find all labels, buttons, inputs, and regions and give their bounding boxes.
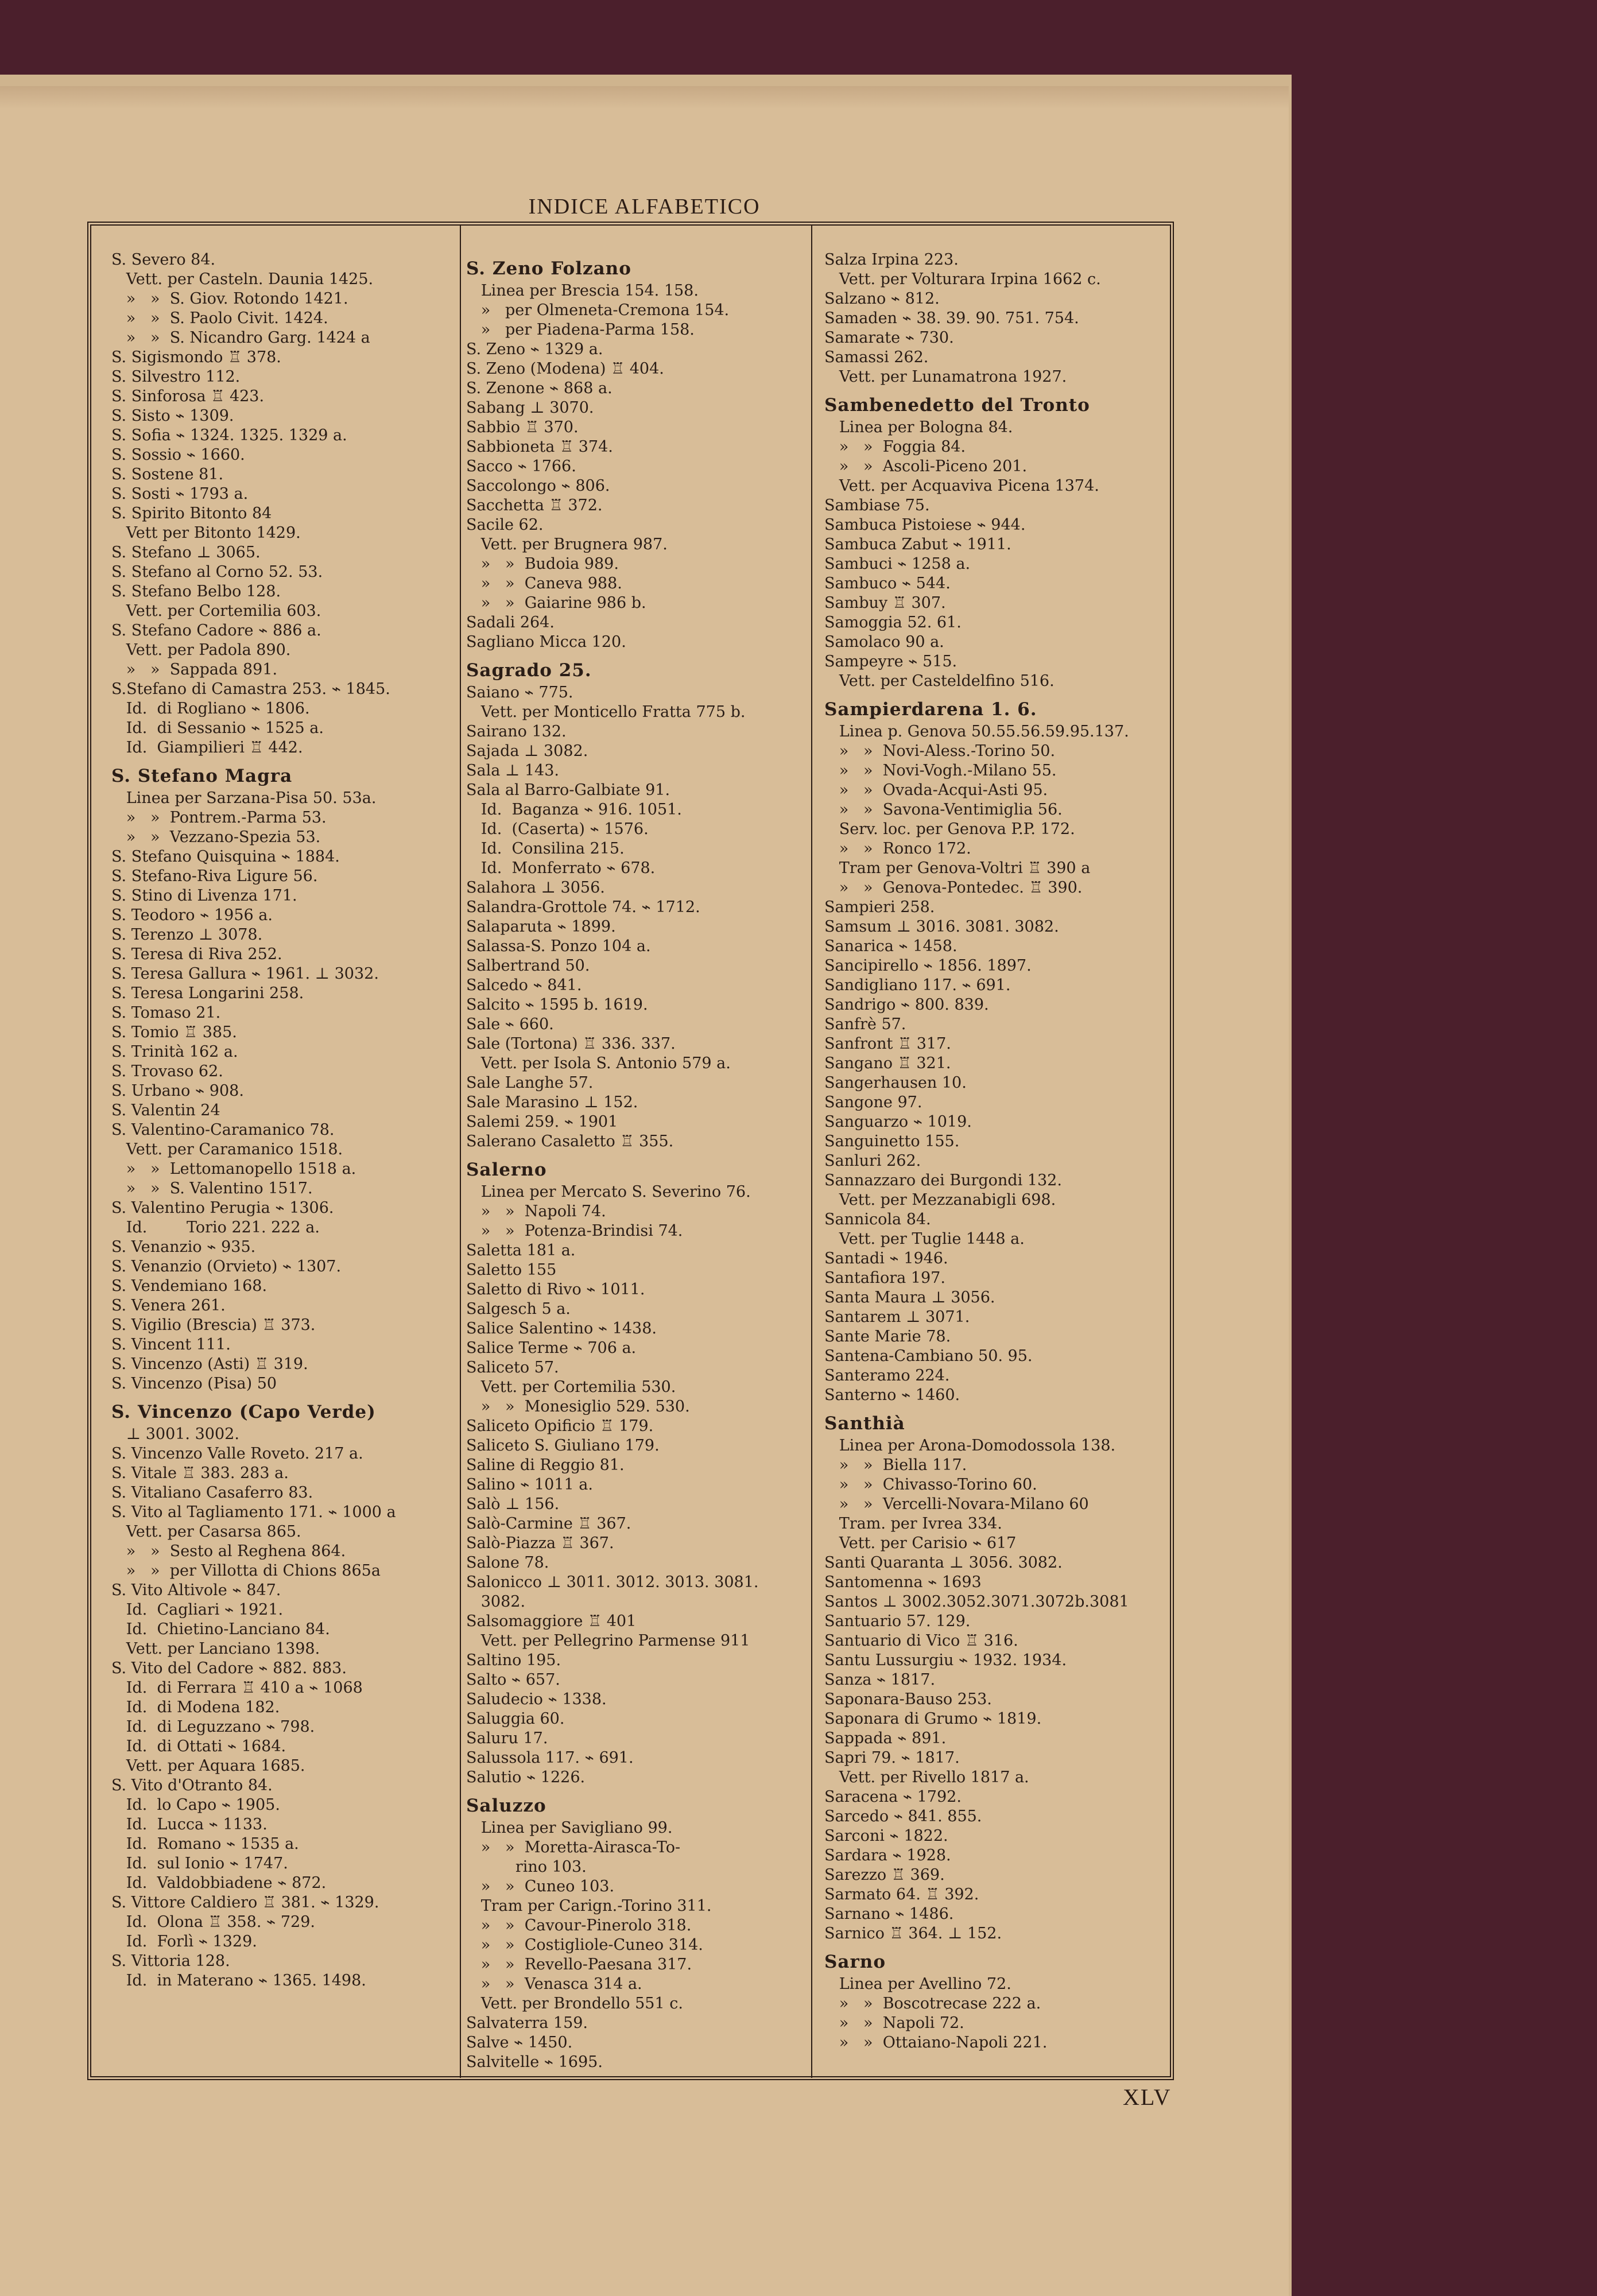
index-entry: Id. sul Ionio ⌁ 1747. [111, 1855, 288, 1872]
index-entry: Salerano Casaletto ♖ 355. [466, 1133, 674, 1150]
index-entry: » » Caneva 988. [466, 575, 622, 592]
index-entry: » » Venasca 314 a. [466, 1975, 642, 1993]
index-entry: Samaden ⌁ 38. 39. 90. 751. 754. [824, 309, 1079, 327]
index-entry: Sanza ⌁ 1817. [824, 1671, 936, 1689]
page-edge [0, 86, 1289, 109]
index-entry: » » Napoli 74. [466, 1203, 606, 1220]
index-entry: » » Savona-Ventimiglia 56. [824, 801, 1063, 819]
index-entry: S. Trovaso 62. [111, 1062, 223, 1080]
index-entry: » » Potenza-Brindisi 74. [466, 1222, 683, 1240]
index-entry: S. Vigilio (Brescia) ♖ 373. [111, 1316, 316, 1334]
index-entry: Id. (Caserta) ⌁ 1576. [466, 820, 649, 838]
index-entry: S. Severo 84. [111, 251, 216, 269]
index-entry: Vett per Bitonto 1429. [111, 524, 301, 542]
index-entry: Vett. per Monticello Fratta 775 b. [466, 703, 746, 721]
index-entry: S. Silvestro 112. [111, 368, 241, 386]
index-entry: Saline di Reggio 81. [466, 1456, 625, 1474]
index-entry: Saliceto Opificio ♖ 179. [466, 1417, 654, 1435]
index-entry: Samarate ⌁ 730. [824, 329, 954, 347]
index-entry: » per Piadena-Parma 158. [466, 321, 695, 339]
index-entry: Vett. per Cortemilia 530. [466, 1378, 676, 1396]
index-entry: » » Foggia 84. [824, 438, 966, 456]
index-entry: S. Stefano Cadore ⌁ 886 a. [111, 622, 321, 639]
index-entry: Sala ⊥ 143. [466, 762, 559, 779]
index-entry: Sangerhausen 10. [824, 1074, 967, 1092]
index-entry: Sajada ⊥ 3082. [466, 742, 588, 760]
index-entry: Sale (Tortona) ♖ 336. 337. [466, 1035, 676, 1053]
index-entry: » » Novi-Vogh.-Milano 55. [824, 762, 1057, 779]
index-entry: S. Valentino-Caramanico 78. [111, 1121, 335, 1139]
index-entry: rino 103. [466, 1858, 587, 1876]
index-entry: S. Teodoro ⌁ 1956 a. [111, 906, 273, 924]
index-entry: Salcedo ⌁ 841. [466, 976, 582, 994]
index-entry: Vett. per Tuglie 1448 a. [824, 1230, 1025, 1248]
index-entry: S. Vincenzo Valle Roveto. 217 a. [111, 1445, 363, 1463]
index-heading: S. Stefano Magra [111, 766, 293, 786]
index-entry: Santuario di Vico ♖ 316. [824, 1632, 1018, 1650]
index-entry: Sambuca Pistoiese ⌁ 944. [824, 516, 1026, 534]
index-heading: S. Zeno Folzano [466, 258, 631, 279]
index-entry: Samoggia 52. 61. [824, 614, 962, 631]
index-entry: S. Sosti ⌁ 1793 a. [111, 485, 249, 503]
index-entry: Santena-Cambiano 50. 95. [824, 1347, 1033, 1365]
index-entry: Salandra-Grottole 74. ⌁ 1712. [466, 898, 700, 916]
index-entry: S. Sofia ⌁ 1324. 1325. 1329 a. [111, 426, 347, 444]
index-entry: S. Zenone ⌁ 868 a. [466, 379, 613, 397]
index-entry: Salbertrand 50. [466, 957, 590, 975]
index-entry: Santadi ⌁ 1946. [824, 1250, 948, 1267]
index-entry: Sadali 264. [466, 614, 555, 631]
index-entry: Saliceto 57. [466, 1359, 559, 1376]
index-heading: Saluzzo [466, 1795, 546, 1816]
index-entry: S. Vito del Cadore ⌁ 882. 883. [111, 1659, 347, 1677]
index-entry: » » Novi-Aless.-Torino 50. [824, 742, 1056, 760]
index-entry: Id. di Rogliano ⌁ 1806. [111, 700, 310, 718]
index-entry: Id. Chietino-Lanciano 84. [111, 1620, 330, 1638]
index-entry: Vett. per Casteln. Daunia 1425. [111, 270, 374, 288]
index-entry: » » Chivasso-Torino 60. [824, 1476, 1037, 1494]
index-entry: S. Vitaliano Casaferro 83. [111, 1484, 313, 1502]
index-entry: Saponara-Bauso 253. [824, 1690, 992, 1708]
index-entry: Sale ⌁ 660. [466, 1015, 554, 1033]
index-entry: Sarcedo ⌁ 841. 855. [824, 1808, 982, 1825]
index-entry: » » S. Paolo Civit. 1424. [111, 309, 328, 327]
index-entry: S. Vito Altivole ⌁ 847. [111, 1581, 281, 1599]
index-entry: Vett. per Rivello 1817 a. [824, 1768, 1029, 1786]
index-entry: Id. in Materano ⌁ 1365. 1498. [111, 1972, 366, 1989]
index-entry: S. Vincenzo (Pisa) 50 [111, 1375, 277, 1393]
index-entry: Sanarica ⌁ 1458. [824, 937, 958, 955]
index-entry: S. Sisto ⌁ 1309. [111, 407, 234, 425]
index-entry: S. Sinforosa ♖ 423. [111, 387, 265, 405]
index-entry: Sampeyre ⌁ 515. [824, 653, 958, 670]
index-entry: Sambuca Zabut ⌁ 1911. [824, 536, 1011, 553]
index-entry: Salaparuta ⌁ 1899. [466, 918, 616, 936]
index-entry: S. Stefano al Corno 52. 53. [111, 563, 323, 581]
index-entry: Vett. per Casarsa 865. [111, 1523, 301, 1541]
index-entry: Linea per Arona-Domodossola 138. [824, 1437, 1116, 1455]
index-entry: Id. Forlì ⌁ 1329. [111, 1933, 257, 1950]
index-entry: Sambuci ⌁ 1258 a. [824, 555, 971, 573]
index-entry: S. Valentino Perugia ⌁ 1306. [111, 1199, 334, 1217]
index-entry: Salgesch 5 a. [466, 1300, 571, 1318]
index-entry: Salzano ⌁ 812. [824, 290, 940, 308]
page-header: INDICE ALFABETICO [528, 195, 761, 219]
index-entry: » » Biella 117. [824, 1456, 967, 1474]
index-entry: Santuario 57. 129. [824, 1612, 971, 1630]
index-entry: S. Spirito Bitonto 84 [111, 505, 272, 522]
index-heading: Sarno [824, 1952, 886, 1972]
index-entry: Santu Lussurgiu ⌁ 1932. 1934. [824, 1651, 1067, 1669]
index-entry: Vett. per Cortemilia 603. [111, 602, 321, 620]
index-entry: Sapri 79. ⌁ 1817. [824, 1749, 960, 1767]
index-entry: Sanguarzo ⌁ 1019. [824, 1113, 972, 1131]
index-entry: Sarconi ⌁ 1822. [824, 1827, 948, 1845]
index-entry: Sampieri 258. [824, 898, 935, 916]
index-entry: Sabang ⊥ 3070. [466, 399, 594, 417]
index-entry: S. Vincenzo (Asti) ♖ 319. [111, 1355, 308, 1373]
page-number: XLV [1123, 2084, 1172, 2110]
index-entry: S. Tomio ♖ 385. [111, 1023, 237, 1041]
index-entry: Salonicco ⊥ 3011. 3012. 3013. 3081. [466, 1573, 759, 1591]
index-entry: S. Teresa Longarini 258. [111, 984, 304, 1002]
index-entry: Vett. per Pellegrino Parmense 911 [466, 1632, 750, 1650]
index-entry: S. Vito d'Otranto 84. [111, 1777, 273, 1794]
index-entry: Saludecio ⌁ 1338. [466, 1690, 607, 1708]
index-entry: Id. Giampilieri ♖ 442. [111, 739, 303, 757]
index-entry: Id. Romano ⌁ 1535 a. [111, 1835, 299, 1853]
index-entry: Santarem ⊥ 3071. [824, 1308, 970, 1326]
index-entry: Saiano ⌁ 775. [466, 684, 573, 701]
index-entry: Sacco ⌁ 1766. [466, 457, 576, 475]
index-entry: Santi Quaranta ⊥ 3056. 3082. [824, 1554, 1063, 1572]
index-entry: Vett. per Carisio ⌁ 617 [824, 1534, 1017, 1552]
index-entry: S. Teresa di Riva 252. [111, 945, 282, 963]
index-entry: Vett. per Lanciano 1398. [111, 1640, 320, 1658]
index-entry: Sancipirello ⌁ 1856. 1897. [824, 957, 1032, 975]
index-entry: Sambuco ⌁ 544. [824, 575, 951, 592]
index-entry: Vett. per Isola S. Antonio 579 a. [466, 1054, 731, 1072]
index-entry: Santafiora 197. [824, 1269, 945, 1287]
index-entry: Salice Salentino ⌁ 1438. [466, 1320, 657, 1337]
index-entry: S.Stefano di Camastra 253. ⌁ 1845. [111, 680, 390, 698]
index-entry: ⊥ 3001. 3002. [111, 1425, 239, 1443]
index-entry: Id. lo Capo ⌁ 1905. [111, 1796, 280, 1814]
index-entry: Id. Torio 221. 222 a. [111, 1219, 320, 1236]
index-entry: Sabbio ♖ 370. [466, 418, 579, 436]
index-entry: Sale Marasino ⊥ 152. [466, 1093, 638, 1111]
index-entry: » » Gaiarine 986 b. [466, 594, 646, 612]
index-entry: Sardara ⌁ 1928. [824, 1847, 951, 1864]
index-entry: S. Vendemiano 168. [111, 1277, 268, 1295]
index-entry: S. Sostene 81. [111, 466, 224, 483]
index-entry: » » Boscotrecase 222 a. [824, 1995, 1041, 2012]
index-entry: Sante Marie 78. [824, 1328, 951, 1345]
index-entry: Vett. per Brondello 551 c. [466, 1995, 683, 2012]
index-entry: S. Teresa Gallura ⌁ 1961. ⊥ 3032. [111, 965, 379, 983]
index-entry: Salice Terme ⌁ 706 a. [466, 1339, 637, 1357]
index-entry: Saracena ⌁ 1792. [824, 1788, 962, 1806]
index-entry: » » Genova-Pontedec. ♖ 390. [824, 879, 1083, 897]
index-entry: Vett. per Lunamatrona 1927. [824, 368, 1067, 386]
index-entry: Salone 78. [466, 1554, 549, 1572]
index-entry: S. Vittore Caldiero ♖ 381. ⌁ 1329. [111, 1894, 379, 1911]
index-entry: » » Monesiglio 529. 530. [466, 1398, 690, 1415]
index-entry: Vett. per Acquaviva Picena 1374. [824, 477, 1099, 495]
index-entry: Salino ⌁ 1011 a. [466, 1476, 593, 1494]
index-entry: Id. Baganza ⌁ 916. 1051. [466, 801, 682, 819]
index-entry: Tram per Carign.-Torino 311. [466, 1897, 712, 1915]
index-entry: Sambiase 75. [824, 497, 930, 514]
index-entry: » » Napoli 72. [824, 2014, 964, 2032]
index-entry: S. Venanzio ⌁ 935. [111, 1238, 256, 1256]
index-entry: S. Stino di Livenza 171. [111, 887, 297, 905]
index-entry: Salvitelle ⌁ 1695. [466, 2053, 603, 2070]
index-entry: Santomenna ⌁ 1693 [824, 1573, 982, 1591]
index-entry: Salò-Piazza ♖ 367. [466, 1534, 614, 1552]
index-entry: Salsomaggiore ♖ 401 [466, 1612, 637, 1630]
index-heading: Sampierdarena 1. 6. [824, 699, 1037, 720]
index-entry: S. Valentin 24 [111, 1102, 220, 1119]
index-entry: Sanfrè 57. [824, 1015, 906, 1033]
index-entry: » » Revello-Paesana 317. [466, 1956, 692, 1973]
index-entry: Salto ⌁ 657. [466, 1671, 560, 1689]
index-entry: Salassa-S. Ponzo 104 a. [466, 937, 651, 955]
index-entry: Sandigliano 117. ⌁ 691. [824, 976, 1011, 994]
index-entry: Id. di Sessanio ⌁ 1525 a. [111, 719, 324, 737]
index-entry: » » Budoia 989. [466, 555, 619, 573]
index-entry: Santerno ⌁ 1460. [824, 1386, 960, 1404]
index-entry: Serv. loc. per Genova P.P. 172. [824, 820, 1075, 838]
index-entry: » » Vercelli-Novara-Milano 60 [824, 1495, 1089, 1513]
index-entry: Id. di Leguzzano ⌁ 798. [111, 1718, 315, 1736]
index-entry: S. Zeno ⌁ 1329 a. [466, 340, 603, 358]
index-entry: Linea per Sarzana-Pisa 50. 53a. [111, 789, 377, 807]
index-entry: S. Stefano Belbo 128. [111, 583, 281, 600]
index-column-3 [824, 250, 1169, 2070]
index-heading: Sagrado 25. [466, 660, 592, 681]
index-entry: » » Sappada 891. [111, 661, 278, 678]
index-entry: » » S. Nicandro Garg. 1424 a [111, 329, 370, 347]
index-entry: » » Lettomanopello 1518 a. [111, 1160, 356, 1178]
index-entry: Linea p. Genova 50.55.56.59.95.137. [824, 723, 1129, 740]
index-entry: Id. di Modena 182. [111, 1698, 280, 1716]
index-heading: Salerno [466, 1159, 547, 1180]
index-entry: » » S. Giov. Rotondo 1421. [111, 290, 348, 308]
index-entry: Id. Olona ♖ 358. ⌁ 729. [111, 1913, 315, 1931]
index-entry: Sacchetta ♖ 372. [466, 497, 603, 514]
index-entry: Santeramo 224. [824, 1367, 950, 1384]
index-entry: Vett. per Volturara Irpina 1662 c. [824, 270, 1101, 288]
index-entry: Salò-Carmine ♖ 367. [466, 1515, 631, 1533]
index-entry: Vett. per Mezzanabigli 698. [824, 1191, 1056, 1209]
index-entry: Sarmato 64. ♖ 392. [824, 1886, 979, 1903]
index-entry: Linea per Avellino 72. [824, 1975, 1011, 1993]
index-entry: » » Costigliole-Cuneo 314. [466, 1936, 703, 1954]
index-entry: Salutio ⌁ 1226. [466, 1768, 586, 1786]
index-entry: Sarnico ♖ 364. ⊥ 152. [824, 1925, 1002, 1942]
index-heading: Sambenedetto del Tronto [824, 395, 1090, 416]
index-entry: Salvaterra 159. [466, 2014, 588, 2032]
index-entry: Salve ⌁ 1450. [466, 2034, 573, 2051]
index-entry: Vett. per Casteldelfino 516. [824, 672, 1055, 690]
index-entry: Linea per Mercato S. Severino 76. [466, 1183, 751, 1201]
index-entry: S. Sossio ⌁ 1660. [111, 446, 245, 464]
index-entry: Saletto di Rivo ⌁ 1011. [466, 1281, 645, 1298]
column-divider [460, 225, 461, 2078]
index-entry: S. Stefano-Riva Ligure 56. [111, 867, 318, 885]
index-entry: Vett. per Padola 890. [111, 641, 291, 659]
index-entry: Saponara di Grumo ⌁ 1819. [824, 1710, 1042, 1728]
index-column-1 [111, 250, 450, 2070]
index-entry: » » Cuneo 103. [466, 1878, 615, 1895]
index-entry: Vett. per Caramanico 1518. [111, 1141, 343, 1158]
index-entry: Samolaco 90 a. [824, 633, 944, 651]
index-heading: Santhià [824, 1413, 905, 1434]
index-entry: S. Stefano ⊥ 3065. [111, 544, 261, 561]
index-entry: Saluggia 60. [466, 1710, 565, 1728]
index-entry: Samsum ⊥ 3016. 3081. 3082. [824, 918, 1059, 936]
index-entry: S. Urbano ⌁ 908. [111, 1082, 244, 1100]
index-entry: Saluru 17. [466, 1729, 548, 1747]
index-entry: Tram. per Ivrea 334. [824, 1515, 1002, 1533]
index-entry: S. Tomaso 21. [111, 1004, 221, 1022]
index-entry: Sacile 62. [466, 516, 544, 534]
index-entry: Id. di Ferrara ♖ 410 a ⌁ 1068 [111, 1679, 363, 1697]
index-entry: Vett. per Aquara 1685. [111, 1757, 305, 1775]
index-entry: Linea per Savigliano 99. [466, 1819, 673, 1837]
index-entry: Sanluri 262. [824, 1152, 921, 1170]
index-entry: Linea per Bologna 84. [824, 418, 1013, 436]
index-entry: Linea per Brescia 154. 158. [466, 282, 699, 300]
index-entry: S. Vincent 111. [111, 1336, 231, 1353]
index-entry: Sarezzo ♖ 369. [824, 1866, 945, 1884]
index-entry: » » per Villotta di Chions 865a [111, 1562, 381, 1580]
index-entry: Sannazzaro dei Burgondi 132. [824, 1172, 1062, 1189]
index-entry: Sagliano Micca 120. [466, 633, 626, 651]
index-entry: Id. di Ottati ⌁ 1684. [111, 1737, 286, 1755]
index-entry: S. Vito al Tagliamento 171. ⌁ 1000 a [111, 1503, 396, 1521]
index-entry: Vett. per Brugnera 987. [466, 536, 668, 553]
index-entry: S. Venanzio (Orvieto) ⌁ 1307. [111, 1258, 342, 1275]
index-entry: Sandrigo ⌁ 800. 839. [824, 996, 989, 1014]
index-entry: Sangone 97. [824, 1093, 922, 1111]
index-entry: Salza Irpina 223. [824, 251, 959, 269]
index-heading: S. Vincenzo (Capo Verde) [111, 1402, 376, 1422]
index-entry: S. Venera 261. [111, 1297, 226, 1314]
index-entry: Sale Langhe 57. [466, 1074, 594, 1092]
index-entry: Sanfront ♖ 317. [824, 1035, 951, 1053]
index-entry: » » Ottaiano-Napoli 221. [824, 2034, 1048, 2051]
index-entry: Sangano ♖ 321. [824, 1054, 951, 1072]
index-entry: Sarnano ⌁ 1486. [824, 1905, 954, 1923]
index-entry: » » S. Valentino 1517. [111, 1180, 313, 1197]
index-entry: Santa Maura ⊥ 3056. [824, 1289, 995, 1306]
index-entry: S. Sigismondo ♖ 378. [111, 348, 281, 366]
index-entry: » » Sesto al Reghena 864. [111, 1542, 346, 1560]
index-entry: » » Pontrem.-Parma 53. [111, 809, 327, 827]
index-entry: » » Cavour-Pinerolo 318. [466, 1917, 692, 1934]
index-entry: » » Moretta-Airasca-To- [466, 1839, 681, 1856]
index-entry: Salahora ⊥ 3056. [466, 879, 605, 897]
index-entry: S. Vittoria 128. [111, 1952, 230, 1970]
index-entry: S. Terenzo ⊥ 3078. [111, 926, 263, 944]
index-entry: Saletto 155 [466, 1261, 557, 1279]
index-column-2 [466, 250, 805, 2070]
index-entry: Sala al Barro-Galbiate 91. [466, 781, 670, 799]
index-entry: Saliceto S. Giuliano 179. [466, 1437, 660, 1455]
index-entry: S. Vitale ♖ 383. 283 a. [111, 1464, 289, 1482]
index-entry: Sannicola 84. [824, 1211, 931, 1228]
index-entry: Sairano 132. [466, 723, 567, 740]
index-entry: Salcito ⌁ 1595 b. 1619. [466, 996, 648, 1014]
index-entry: S. Trinità 162 a. [111, 1043, 238, 1061]
index-entry: Sambuy ♖ 307. [824, 594, 946, 612]
index-entry: Id. Monferrato ⌁ 678. [466, 859, 656, 877]
index-entry: Sanguinetto 155. [824, 1133, 960, 1150]
index-entry: S. Zeno (Modena) ♖ 404. [466, 360, 664, 378]
index-entry: Salò ⊥ 156. [466, 1495, 560, 1513]
index-entry: » per Olmeneta-Cremona 154. [466, 301, 730, 319]
index-entry: » » Vezzano-Spezia 53. [111, 828, 321, 846]
index-entry: Saltino 195. [466, 1651, 561, 1669]
index-entry: Tram per Genova-Voltri ♖ 390 a [824, 859, 1091, 877]
index-entry: Id. Cagliari ⌁ 1921. [111, 1601, 284, 1619]
index-entry: Salussola 117. ⌁ 691. [466, 1749, 634, 1767]
column-divider [811, 225, 812, 2078]
index-entry: » » Ovada-Acqui-Asti 95. [824, 781, 1048, 799]
index-entry: Samassi 262. [824, 348, 929, 366]
index-entry: Id. Consilina 215. [466, 840, 625, 858]
index-entry: Id. Lucca ⌁ 1133. [111, 1816, 268, 1833]
index-entry: 3082. [466, 1593, 526, 1611]
index-entry: Sappada ⌁ 891. [824, 1729, 947, 1747]
index-entry: » » Ascoli-Piceno 201. [824, 457, 1028, 475]
index-entry: » » Ronco 172. [824, 840, 971, 858]
index-entry: Saletta 181 a. [466, 1242, 576, 1259]
index-entry: Sabbioneta ♖ 374. [466, 438, 613, 456]
index-entry: Salemi 259. ⌁ 1901 [466, 1113, 618, 1131]
index-entry: Santos ⊥ 3002.3052.3071.3072b.3081 [824, 1593, 1129, 1611]
index-entry: Id. Valdobbiadene ⌁ 872. [111, 1874, 327, 1892]
index-entry: Saccolongo ⌁ 806. [466, 477, 610, 495]
index-entry: S. Stefano Quisquina ⌁ 1884. [111, 848, 340, 866]
